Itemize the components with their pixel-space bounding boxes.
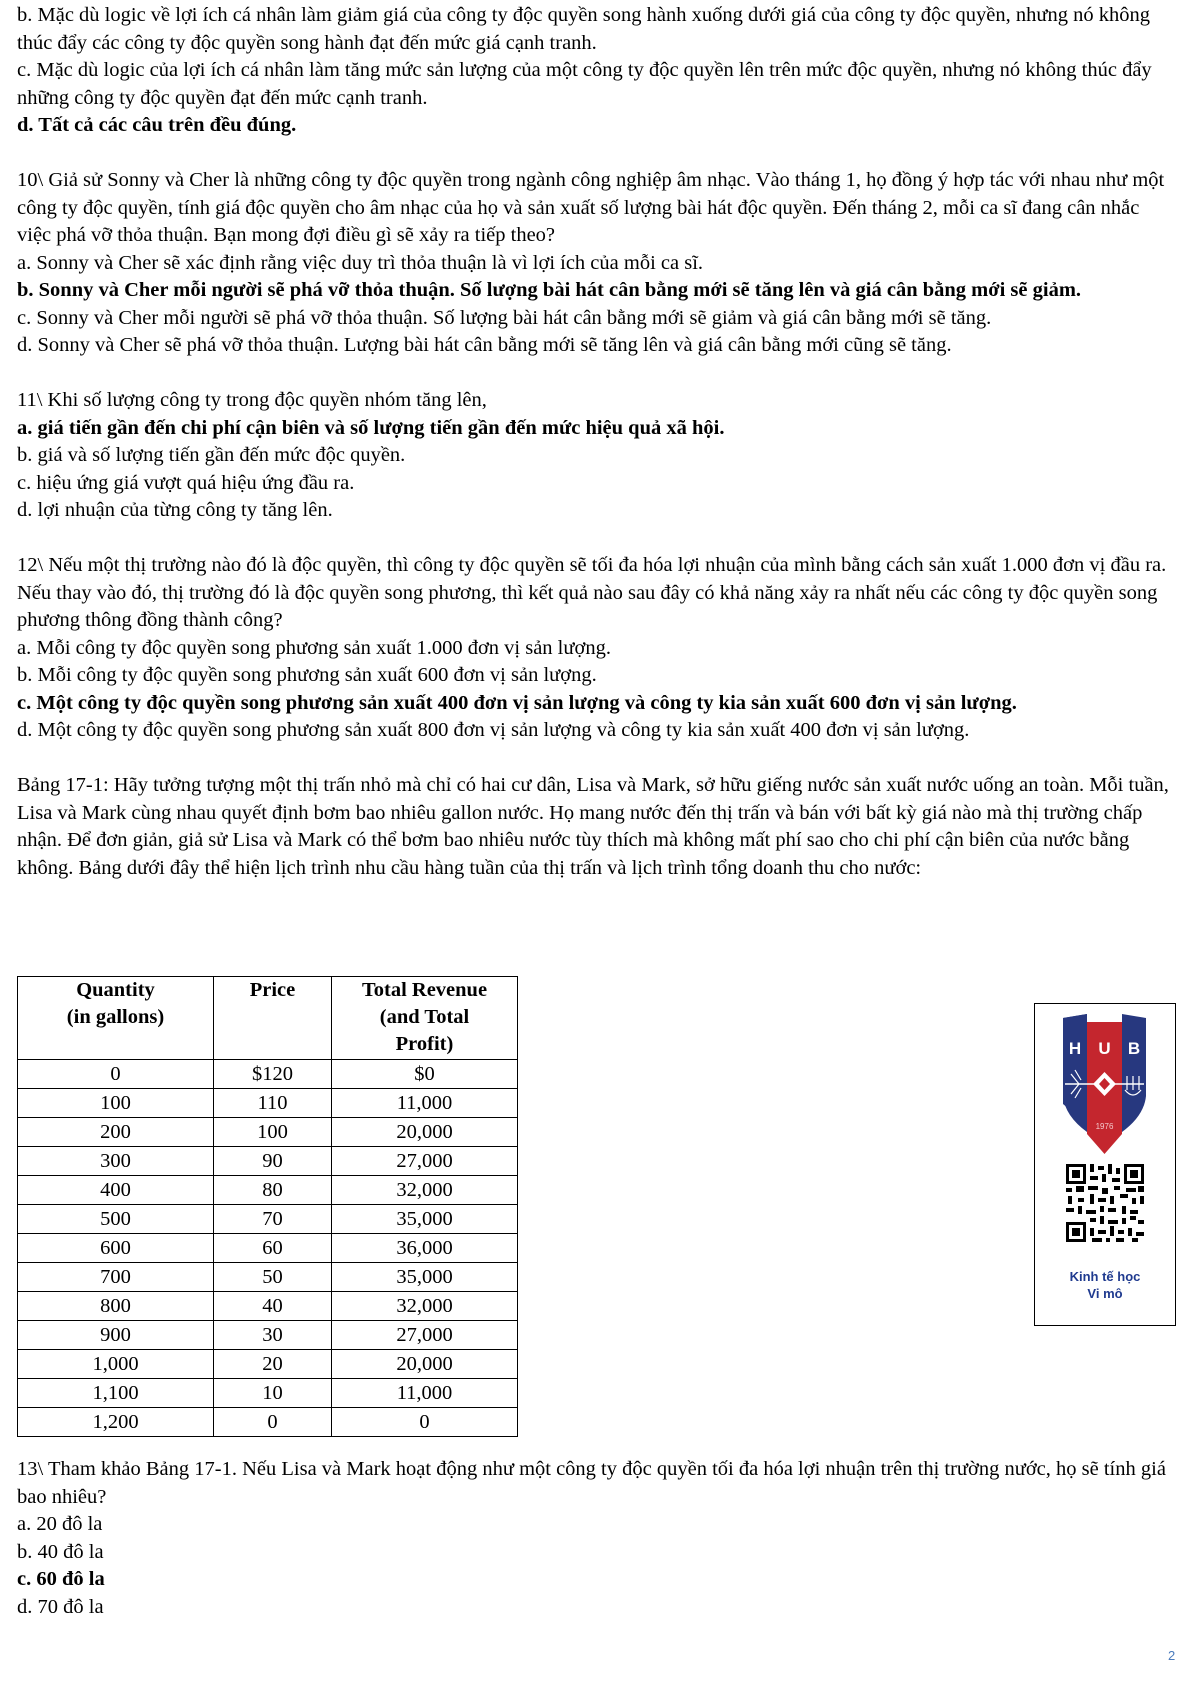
q12-option-a: a. Mỗi công ty độc quyền song phương sản xuất 1.000 đơn vị sản lượng.	[17, 636, 611, 659]
cell-quantity: 100	[18, 1089, 214, 1118]
cell-quantity: 800	[18, 1292, 214, 1321]
cell-total-revenue: 20,000	[332, 1350, 518, 1379]
document-page	[17, 2, 1177, 882]
table-row	[18, 1234, 518, 1263]
hub-logo-card	[1034, 1003, 1176, 1326]
q11-option-c: c. hiệu ứng giá vượt quá hiệu ứng đầu ra.	[17, 471, 355, 494]
table-row	[18, 1147, 518, 1176]
q9-option-c: c. Mặc dù logic của lợi ích cá nhân làm tăng mức sản lượng của một công ty độc quyền lên trên mức độc quyền, nhưng nó không thúc đẩy những công ty độc quyền đạt đến mức cạnh tranh.	[17, 59, 1152, 109]
table-body	[18, 1060, 518, 1437]
q13-question: 13\ Tham khảo Bảng 17-1. Nếu Lisa và Mark hoạt động như một công ty độc quyền tối đa hóa lợi nhuận trên thị trường nước, họ sẽ tính giá bao nhiêu?	[17, 1458, 1166, 1508]
q13-option-c-correct: c. 60 đô la	[17, 1568, 105, 1590]
cell-price: $120	[214, 1060, 332, 1089]
table-row	[18, 1292, 518, 1321]
cell-price: 0	[214, 1408, 332, 1437]
q10-option-c: c. Sonny và Cher mỗi người sẽ phá vỡ thỏa thuận. Số lượng bài hát cân bằng mới sẽ giảm và giá cân bằng mới sẽ tăng.	[17, 306, 992, 329]
cell-total-revenue: 27,000	[332, 1321, 518, 1350]
header-total-revenue	[332, 977, 518, 1060]
table-17-1-intro: Bảng 17-1: Hãy tưởng tượng một thị trấn nhỏ mà chỉ có hai cư dân, Lisa và Mark, sở hữu giếng nước sản xuất nước uống an toàn. Mỗi tuần, Lisa và Mark cùng nhau quyết định bơm bao nhiêu gallon nước. Họ mang nước đến thị trấn và bán với bất kỳ giá nào mà thị trường chấp nhận. Để đơn giản, giả sử Lisa và Mark có thể bơm bao nhiêu nước tùy thích mà không mất phí sao cho chi phí cận biên của nước bằng không. Bảng dưới đây thể hiện lịch trình nhu cầu hàng tuần của thị trấn và lịch trình tổng doanh thu cho nước:	[17, 774, 1169, 879]
q13-section	[17, 1456, 1177, 1621]
cell-quantity: 900	[18, 1321, 214, 1350]
q9-option-d-correct: d. Tất cả các câu trên đều đúng.	[17, 114, 297, 136]
table-row	[18, 1118, 518, 1147]
table-row	[18, 1060, 518, 1089]
header-price-line1: Price	[249, 979, 296, 1001]
cell-price: 100	[214, 1118, 332, 1147]
logo-caption-line1: Kinh tế học	[1069, 1269, 1141, 1284]
table-row	[18, 1263, 518, 1292]
cell-total-revenue: 11,000	[332, 1379, 518, 1408]
header-quantity-line2: (in gallons)	[66, 1006, 165, 1028]
cell-price: 50	[214, 1263, 332, 1292]
q10-option-b-correct: b. Sonny và Cher mỗi người sẽ phá vỡ thỏa thuận. Số lượng bài hát cân bằng mới sẽ tăng lên và giá cân bằng mới sẽ giảm.	[17, 279, 1082, 301]
svg-text:H: H	[1068, 1039, 1082, 1058]
q10-option-a: a. Sonny và Cher sẽ xác định rằng việc duy trì thỏa thuận là vì lợi ích của mỗi ca sĩ.	[17, 251, 704, 274]
cell-price: 110	[214, 1089, 332, 1118]
cell-price: 10	[214, 1379, 332, 1408]
svg-text:1976: 1976	[1095, 1122, 1114, 1131]
q9-option-b: b. Mặc dù logic về lợi ích cá nhân làm giảm giá của công ty độc quyền song hành xuống dưới giá của công ty độc quyền, nhưng nó không thúc đẩy các công ty độc quyền song hành đạt đến mức giá cạnh tranh.	[17, 4, 1150, 54]
header-revenue-line1: Total Revenue	[361, 979, 488, 1001]
table-17-1	[17, 976, 518, 1437]
cell-quantity: 1,100	[18, 1379, 214, 1408]
q11-option-b: b. giá và số lượng tiến gần đến mức độc quyền.	[17, 444, 406, 466]
header-price	[214, 977, 332, 1060]
table-row	[18, 1350, 518, 1379]
cell-quantity: 500	[18, 1205, 214, 1234]
cell-total-revenue: 27,000	[332, 1147, 518, 1176]
q13-option-a: a. 20 đô la	[17, 1513, 103, 1535]
cell-quantity: 300	[18, 1147, 214, 1176]
q10-question: 10\ Giả sử Sonny và Cher là những công ty độc quyền trong ngành công nghiệp âm nhạc. Vào tháng 1, họ đồng ý hợp tác với nhau như một công ty độc quyền, tính giá độc quyền cho âm nhạc của họ và sản xuất số lượng bài hát độc quyền. Đến tháng 2, mỗi ca sĩ đang cân nhắc việc phá vỡ thỏa thuận. Bạn mong đợi điều gì sẽ xảy ra tiếp theo?	[17, 169, 1165, 246]
q10-option-d: d. Sonny và Cher sẽ phá vỡ thỏa thuận. Lượng bài hát cân bằng mới sẽ tăng lên và giá cân bằng mới cũng sẽ tăng.	[17, 334, 952, 356]
header-quantity	[18, 977, 214, 1060]
cell-total-revenue: $0	[332, 1060, 518, 1089]
table-row	[18, 1321, 518, 1350]
q12-option-b: b. Mỗi công ty độc quyền song phương sản xuất 600 đơn vị sản lượng.	[17, 664, 597, 686]
cell-total-revenue: 32,000	[332, 1176, 518, 1205]
cell-total-revenue: 36,000	[332, 1234, 518, 1263]
cell-price: 60	[214, 1234, 332, 1263]
cell-total-revenue: 35,000	[332, 1205, 518, 1234]
cell-total-revenue: 0	[332, 1408, 518, 1437]
cell-quantity: 200	[18, 1118, 214, 1147]
logo-caption-line2: Vi mô	[1087, 1286, 1123, 1301]
cell-quantity: 400	[18, 1176, 214, 1205]
svg-text:U: U	[1098, 1039, 1111, 1058]
header-quantity-line1: Quantity	[76, 979, 155, 1001]
table-row	[18, 1408, 518, 1437]
q13-option-b: b. 40 đô la	[17, 1540, 104, 1563]
cell-price: 80	[214, 1176, 332, 1205]
q11-option-a-correct: a. giá tiến gần đến chi phí cận biên và số lượng tiến gần đến mức hiệu quả xã hội.	[17, 416, 725, 439]
cell-price: 40	[214, 1292, 332, 1321]
table-row	[18, 1176, 518, 1205]
svg-text:B: B	[1127, 1039, 1141, 1058]
table-row	[18, 1379, 518, 1408]
q12-option-c-correct: c. Một công ty độc quyền song phương sản xuất 400 đơn vị sản lượng và công ty kia sản xuất 600 đơn vị sản lượng.	[17, 691, 1017, 714]
cell-quantity: 700	[18, 1263, 214, 1292]
cell-quantity: 0	[18, 1060, 214, 1089]
cell-quantity: 1,000	[18, 1350, 214, 1379]
header-revenue-line2: (and Total	[379, 1006, 470, 1028]
cell-total-revenue: 32,000	[332, 1292, 518, 1321]
cell-price: 30	[214, 1321, 332, 1350]
header-revenue-line3: Profit)	[395, 1033, 454, 1055]
q12-question: 12\ Nếu một thị trường nào đó là độc quyền, thì công ty độc quyền sẽ tối đa hóa lợi nhuận của mình bằng cách sản xuất 1.000 đơn vị đầu ra. Nếu thay vào đó, thị trường đó là độc quyền song phương, thì kết quả nào sau đây có khả năng xảy ra nhất nếu các công ty độc quyền song phương thông đồng thành công?	[17, 554, 1167, 631]
table-row	[18, 1089, 518, 1118]
cell-price: 70	[214, 1205, 332, 1234]
q13-option-d: d. 70 đô la	[17, 1595, 104, 1618]
table-header-row	[18, 977, 518, 1060]
table-row	[18, 1205, 518, 1234]
q12-option-d: d. Một công ty độc quyền song phương sản xuất 800 đơn vị sản lượng và công ty kia sản xuất 400 đơn vị sản lượng.	[17, 719, 970, 741]
cell-price: 90	[214, 1147, 332, 1176]
q11-option-d: d. lợi nhuận của từng công ty tăng lên.	[17, 499, 333, 521]
q11-question: 11\ Khi số lượng công ty trong độc quyền nhóm tăng lên,	[17, 389, 487, 411]
cell-price: 20	[214, 1350, 332, 1379]
cell-total-revenue: 20,000	[332, 1118, 518, 1147]
cell-quantity: 1,200	[18, 1408, 214, 1437]
cell-quantity: 600	[18, 1234, 214, 1263]
page-number: 2	[1168, 1648, 1176, 1663]
cell-total-revenue: 35,000	[332, 1263, 518, 1292]
cell-total-revenue: 11,000	[332, 1089, 518, 1118]
